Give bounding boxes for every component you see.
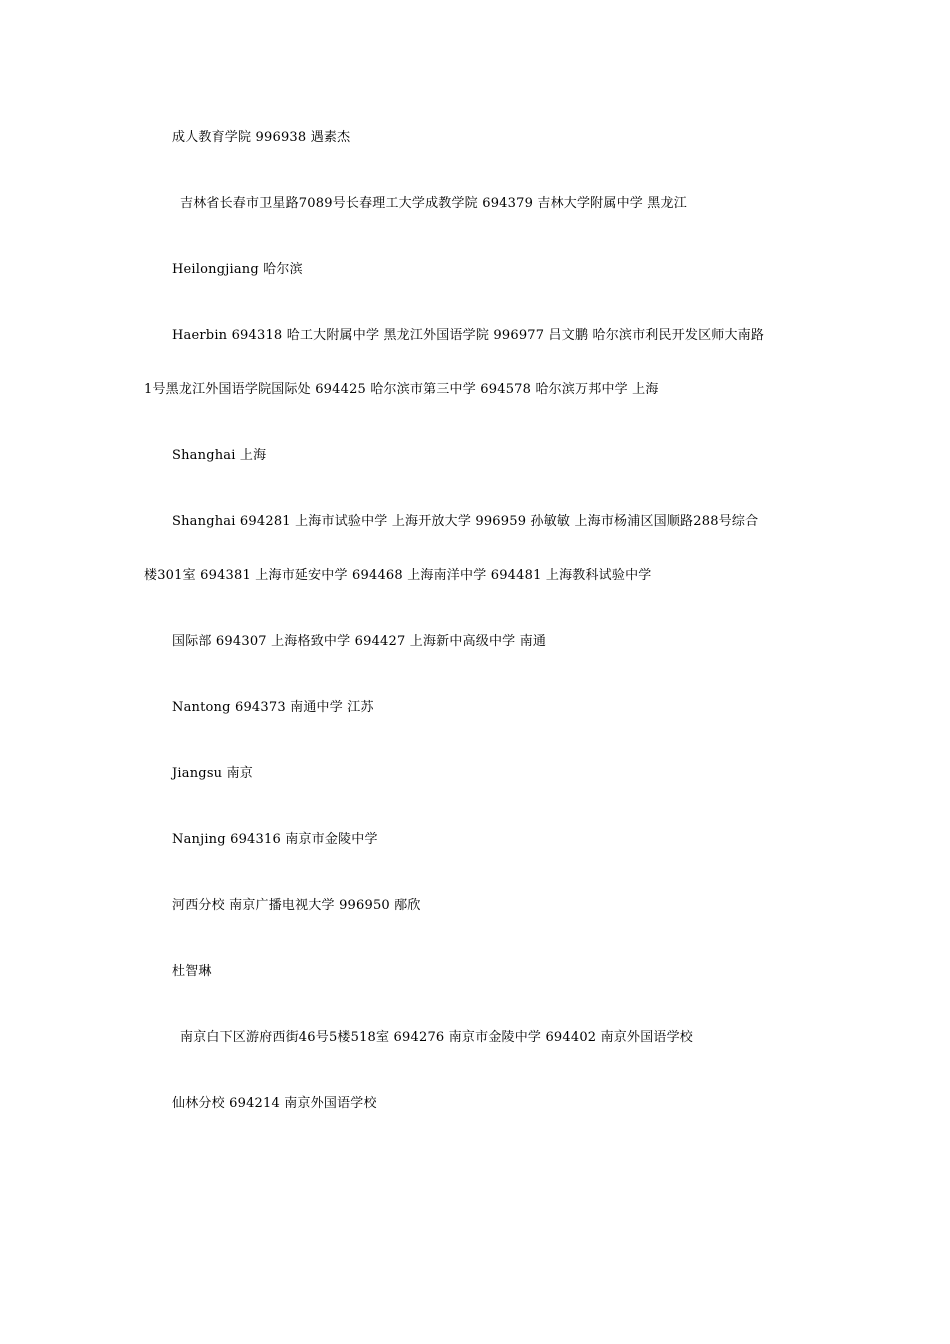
text-line-9: 国际部 694307 上海格致中学 694427 上海新中高级中学 南通 — [172, 634, 547, 649]
text-line-15: 南京白下区游府西街46号5楼518室 694276 南京市金陵中学 694402 南京外国语学校 — [180, 1030, 694, 1045]
text-line-7: Shanghai 694281 上海市试验中学 上海开放大学 996959 孙敏敏 上海市杨浦区国顺路288号综合 — [172, 514, 759, 529]
text-line-14: 杜智琳 — [172, 964, 212, 979]
text-line-2: 吉林省长春市卫星路7089号长春理工大学成教学院 694379 吉林大学附属中学 黑龙江 — [180, 196, 687, 211]
text-line-6: Shanghai 上海 — [172, 448, 267, 463]
text-line-16: 仙林分校 694214 南京外国语学校 — [172, 1096, 377, 1111]
text-line-4: Haerbin 694318 哈工大附属中学 黑龙江外国语学院 996977 吕文鹏 哈尔滨市利民开发区师大南路 — [172, 328, 765, 343]
text-line-12: Nanjing 694316 南京市金陵中学 — [172, 832, 378, 847]
text-line-3: Heilongjiang 哈尔滨 — [172, 262, 303, 277]
text-line-1: 成人教育学院 996938 遇素杰 — [172, 130, 351, 145]
text-line-8: 楼301室 694381 上海市延安中学 694468 上海南洋中学 694481 上海教科试验中学 — [144, 568, 652, 583]
text-line-5: 1号黑龙江外国语学院国际处 694425 哈尔滨市第三中学 694578 哈尔滨万邦中学 上海 — [144, 382, 659, 397]
text-line-13: 河西分校 南京广播电视大学 996950 邴欣 — [172, 898, 421, 913]
text-line-10: Nantong 694373 南通中学 江苏 — [172, 700, 374, 715]
text-line-11: Jiangsu 南京 — [172, 766, 253, 781]
